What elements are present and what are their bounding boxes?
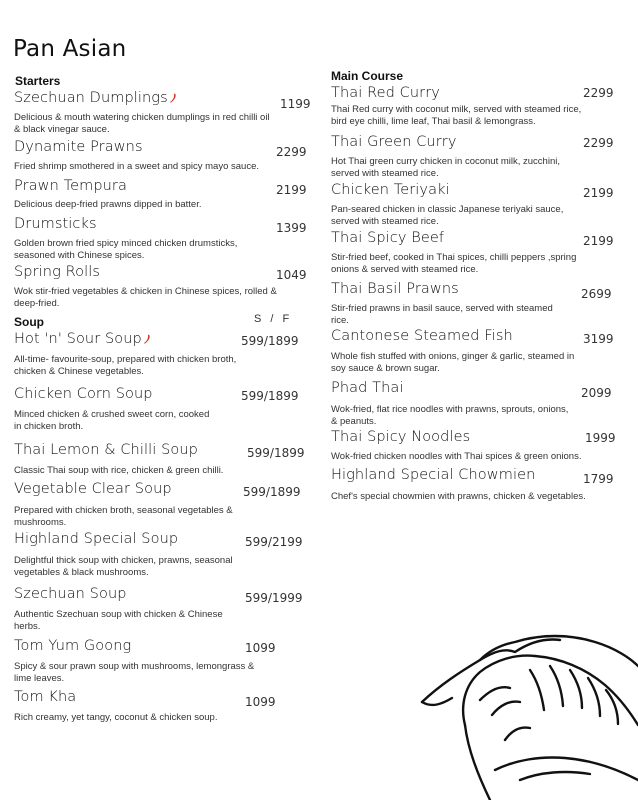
item-desc-line: Rich creamy, yet tangy, coconut & chicken soup. [14, 712, 218, 723]
item-desc-line: Prepared with chicken broth, seasonal vegetables & [14, 505, 233, 516]
item-name: Tom Kha [14, 689, 77, 705]
item-price: 2199 [583, 186, 614, 200]
item-desc-line: in chicken broth. [14, 421, 84, 432]
item-desc-line: soy sauce & brown sugar. [331, 363, 440, 374]
item-price: 599/1899 [241, 334, 299, 348]
item-name: Thai Red Curry [331, 85, 440, 101]
item-price: 1999 [585, 431, 616, 445]
item-price: 599/2199 [245, 535, 303, 549]
item-desc-line: served with steamed rice. [331, 216, 439, 227]
item-price: 2199 [583, 234, 614, 248]
item-price: 1099 [245, 695, 276, 709]
item-name: Highland Special Chowmien [331, 467, 536, 483]
section-heading-soup: Soup [14, 315, 44, 329]
item-price: 2299 [583, 86, 614, 100]
item-desc-line: Wok-fried chicken noodles with Thai spices & green onions. [331, 451, 582, 462]
item-desc-line: deep-fried. [14, 298, 60, 309]
item-name: Thai Basil Prawns [331, 281, 459, 297]
section-heading-main-course: Main Course [331, 69, 404, 83]
item-price: 1049 [276, 268, 307, 282]
item-price: 2299 [276, 145, 307, 159]
item-price: 3199 [583, 332, 614, 346]
item-name: Chicken Corn Soup [14, 386, 153, 402]
item-desc-line: vegetables & black mushrooms. [14, 567, 149, 578]
item-name: Hot 'n' Sour Soup [14, 331, 142, 347]
page-title: Pan Asian [13, 36, 127, 62]
item-price: 599/1899 [247, 446, 305, 460]
item-name: Dynamite Prawns [14, 139, 143, 155]
item-price: 2699 [581, 287, 612, 301]
section-heading-starters: Starters [15, 74, 61, 88]
item-price: 599/1899 [241, 389, 299, 403]
size-header: S / F [254, 313, 293, 325]
item-name: Phad Thai [331, 380, 404, 396]
item-desc-line: chicken & Chinese vegetables. [14, 366, 144, 377]
item-name: Drumsticks [14, 216, 97, 232]
item-price: 2299 [583, 136, 614, 150]
item-desc-line: & peanuts. [331, 416, 377, 427]
item-desc-line: Stir-fried beef, cooked in Thai spices, chilli peppers ,spring [331, 252, 577, 263]
item-desc-line: lime leaves. [14, 673, 65, 684]
item-name: Tom Yum Goong [14, 638, 132, 654]
item-name: Prawn Tempura [14, 178, 127, 194]
item-name: Spring Rolls [14, 264, 101, 280]
item-desc-line: Stir-fried prawns in basil sauce, served with steamed [331, 303, 553, 314]
item-desc-line: Wok stir-fried vegetables & chicken in Chinese spices, rolled & [14, 286, 277, 297]
item-desc-line: & black vinegar sauce. [14, 124, 110, 135]
item-name: Vegetable Clear Soup [14, 481, 172, 497]
item-name: Szechuan Soup [14, 586, 127, 602]
item-desc-line: rice. [331, 315, 349, 326]
item-price: 2199 [276, 183, 307, 197]
item-price: 1799 [583, 472, 614, 486]
item-desc-line: Authentic Szechuan soup with chicken & Chinese [14, 609, 223, 620]
item-name: Thai Green Curry [331, 134, 457, 150]
item-desc-line: Fried shrimp smothered in a sweet and spicy mayo sauce. [14, 161, 259, 172]
item-desc-line: bird eye chilli, lime leaf, Thai basil & lemongrass. [331, 116, 536, 127]
item-desc-line: Wok-fried, flat rice noodles with prawns, sprouts, onions, [331, 404, 569, 415]
item-name: Thai Spicy Noodles [331, 429, 471, 445]
item-desc-line: Golden brown fried spicy minced chicken drumsticks, [14, 238, 238, 249]
item-price: 1399 [276, 221, 307, 235]
item-desc-line: Spicy & sour prawn soup with mushrooms, lemongrass & [14, 661, 255, 672]
item-desc-line: Hot Thai green curry chicken in coconut milk, zucchini, [331, 156, 560, 167]
item-name: Thai Lemon & Chilli Soup [14, 442, 198, 458]
item-name: Chicken Teriyaki [331, 182, 450, 198]
item-desc-line: Chef's special chowmien with prawns, chicken & vegetables. [331, 491, 586, 502]
item-desc-line: Minced chicken & crushed sweet corn, cooked [14, 409, 210, 420]
item-name: Szechuan Dumplings [14, 90, 168, 106]
item-desc-line: Thai Red curry with coconut milk, served with steamed rice, [331, 104, 582, 115]
item-desc-line: herbs. [14, 621, 41, 632]
item-desc-line: Classic Thai soup with rice, chicken & green chilli. [14, 465, 224, 476]
item-name: Cantonese Steamed Fish [331, 328, 513, 344]
item-name: Highland Special Soup [14, 531, 179, 547]
item-desc-line: Whole fish stuffed with onions, ginger & garlic, steamed in [331, 351, 575, 362]
item-desc-line: onions & served with steamed rice. [331, 264, 479, 275]
item-desc-line: served with steamed rice. [331, 168, 439, 179]
item-desc-line: Delicious deep-fried prawns dipped in batter. [14, 199, 202, 210]
item-price: 599/1999 [245, 591, 303, 605]
item-desc-line: Delightful thick soup with chicken, prawns, seasonal [14, 555, 233, 566]
item-desc-line: All-time- favourite-soup, prepared with chicken broth, [14, 354, 237, 365]
chili-pepper-icon [143, 334, 151, 344]
chili-pepper-icon [169, 93, 177, 103]
item-desc-line: seasoned with Chinese spices. [14, 250, 145, 261]
item-desc-line: Delicious & mouth watering chicken dumplings in red chilli oil [14, 112, 270, 123]
item-name: Thai Spicy Beef [331, 230, 445, 246]
item-desc-line: Pan-seared chicken in classic Japanese teriyaki sauce, [331, 204, 564, 215]
item-price: 1099 [245, 641, 276, 655]
item-price: 2099 [581, 386, 612, 400]
item-price: 1199 [280, 97, 311, 111]
dumpling-illustration [420, 630, 638, 800]
item-price: 599/1899 [243, 485, 301, 499]
item-desc-line: mushrooms. [14, 517, 67, 528]
